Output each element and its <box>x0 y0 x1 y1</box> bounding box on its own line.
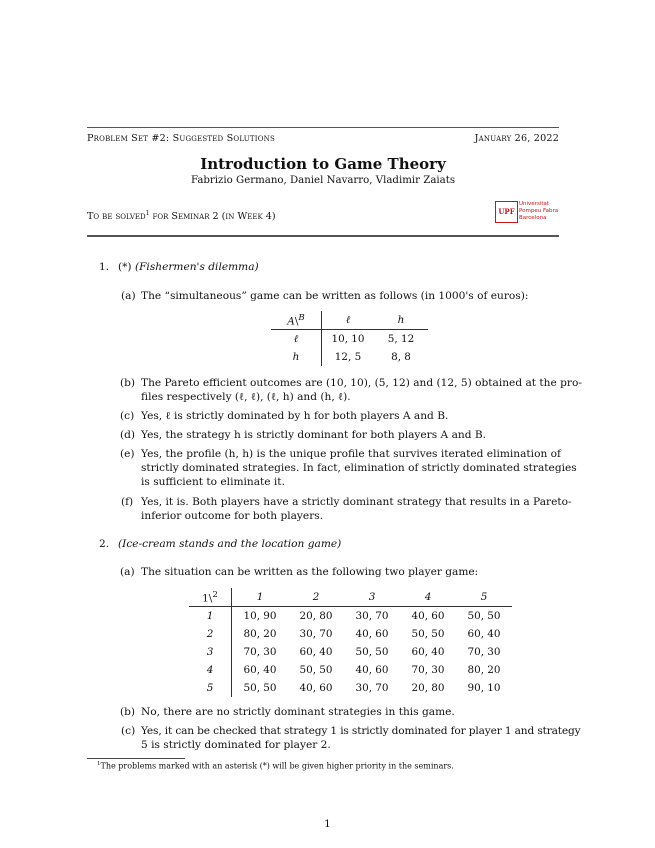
logo-line: Pompeu Fabra <box>519 207 559 214</box>
q1-star: (*) <box>118 261 132 273</box>
table-corner <box>189 588 232 607</box>
q1e-line1: Yes, the profile (h, h) is the unique profile that survives iterated elimination of <box>141 448 561 460</box>
corner-row-player: A <box>287 315 295 328</box>
q1-number: 1. <box>99 261 110 273</box>
corner-col-player: 2 <box>212 589 218 600</box>
q2a-text: The situation can be written as the following two player game: <box>141 566 479 578</box>
row-header: 3 <box>189 643 232 661</box>
table-cell: 40, 60 <box>355 628 389 640</box>
table-header-row <box>189 588 512 607</box>
footnote-ref: 1 <box>145 210 150 217</box>
q2b-label: (b) <box>120 706 136 718</box>
corner-col-player: B <box>298 312 305 323</box>
corner-separator: \ <box>208 592 213 605</box>
row-header: 4 <box>189 661 232 679</box>
q1-title: (Fishermen's dilemma) <box>134 261 259 273</box>
table-corner <box>271 311 322 330</box>
row-header: 2 <box>189 625 232 643</box>
table-cell: 90, 10 <box>467 682 501 694</box>
page-number: 1 <box>324 818 331 830</box>
col-header: 3 <box>344 588 400 607</box>
logo-text <box>519 201 558 221</box>
table-cell: 60, 40 <box>243 664 277 676</box>
table-cell: 70, 30 <box>243 646 277 658</box>
q1b-line2: files respectively (ℓ, ℓ), (ℓ, h) and (h, ℓ). <box>141 391 351 403</box>
q2a-label: (a) <box>120 566 135 578</box>
table-cell: 50, 50 <box>299 664 333 676</box>
footnote <box>97 761 454 771</box>
corner-row-player: 1 <box>202 592 209 605</box>
date-label: January 26, 2022 <box>474 133 559 144</box>
seminar-text: for Seminar 2 (in Week 4) <box>149 211 276 223</box>
q1f-line2: inferior outcome for both players. <box>141 510 324 522</box>
col-header: 2 <box>288 588 344 607</box>
table-cell: 40, 60 <box>299 682 333 694</box>
table-row <box>189 679 512 697</box>
q1e-line3: is sufficient to eliminate it. <box>141 476 285 488</box>
table-cell: 40, 60 <box>411 610 445 622</box>
logo-line: Barcelona <box>519 214 547 221</box>
fishermen-game-table <box>271 311 428 366</box>
footnote-text: The problems marked with an asterisk (*) will be given higher priority in the seminars. <box>100 761 454 771</box>
q2c-line2: 5 is strictly dominated for player 2. <box>141 739 331 751</box>
q2-title: (Ice-cream stands and the location game) <box>118 538 342 550</box>
to-be-solved-line <box>87 210 276 222</box>
authors: Fabrizio Germano, Daniel Navarro, Vladimir Zaiats <box>190 175 456 186</box>
header-bottom-rule <box>87 235 559 237</box>
q2-number: 2. <box>99 538 110 550</box>
q1f-label: (f) <box>121 496 134 508</box>
table-cell: 60, 40 <box>411 646 445 658</box>
table-cell: 60, 40 <box>299 646 333 658</box>
col-header: 4 <box>400 588 456 607</box>
table-cell: 50, 50 <box>467 610 501 622</box>
q2-heading <box>118 537 341 551</box>
q1a-label: (a) <box>121 290 136 302</box>
university-logo <box>495 201 559 223</box>
table-cell: 50, 50 <box>355 646 389 658</box>
top-rule <box>87 127 559 128</box>
table-cell: 10, 10 <box>331 333 365 345</box>
table-cell: 70, 30 <box>467 646 501 658</box>
q1b-label: (b) <box>120 377 136 389</box>
col-header: 5 <box>456 588 512 607</box>
corner-separator: \ <box>294 315 299 328</box>
row-header: h <box>271 348 322 366</box>
q1a-text: The “simultaneous” game can be written as follows (in 1000's of euros): <box>141 290 529 302</box>
row-header: ℓ <box>271 330 322 349</box>
to-be-solved-text: To be solved <box>87 211 146 223</box>
table-cell: 50, 50 <box>243 682 277 694</box>
table-cell: 30, 70 <box>299 628 333 640</box>
table-row <box>271 330 428 349</box>
q1e-label: (e) <box>120 448 135 460</box>
table-cell: 12, 5 <box>334 351 362 363</box>
q1-heading <box>118 260 259 274</box>
q1b-line1: The Pareto efficient outcomes are (10, 10), (5, 12) and (12, 5) obtained at the pro- <box>141 377 582 389</box>
row-header: 5 <box>189 679 232 697</box>
row-header: 1 <box>189 607 232 626</box>
table-cell: 20, 80 <box>411 682 445 694</box>
table-cell: 80, 20 <box>243 628 277 640</box>
table-cell: 40, 60 <box>355 664 389 676</box>
table-cell: 10, 90 <box>243 610 277 622</box>
table-header-row <box>271 311 428 330</box>
location-game-table <box>189 588 512 697</box>
table-cell: 70, 30 <box>411 664 445 676</box>
q1f-line1: Yes, it is. Both players have a strictly dominant strategy that results in a Pareto- <box>141 496 572 508</box>
table-row <box>189 607 512 626</box>
q1d-label: (d) <box>120 429 136 441</box>
q1c-text: Yes, ℓ is strictly dominated by h for both players A and B. <box>141 410 449 422</box>
footnote-rule <box>87 758 185 759</box>
logo-mark: UPF <box>495 201 518 223</box>
logo-line: Universitat <box>519 201 550 207</box>
table-row <box>189 643 512 661</box>
q2c-label: (c) <box>121 725 136 737</box>
q2b-text: No, there are no strictly dominant strategies in this game. <box>141 706 455 718</box>
table-row <box>271 348 428 366</box>
table-cell: 30, 70 <box>355 682 389 694</box>
table-cell: 50, 50 <box>411 628 445 640</box>
table-row <box>189 661 512 679</box>
col-header: 1 <box>232 588 289 607</box>
q1d-text: Yes, the strategy h is strictly dominant for both players A and B. <box>141 429 487 441</box>
document-title: Introduction to Game Theory <box>200 155 446 173</box>
col-header: ℓ <box>322 311 375 330</box>
table-cell: 60, 40 <box>467 628 501 640</box>
table-row <box>189 625 512 643</box>
table-cell: 5, 12 <box>387 333 415 345</box>
table-cell: 20, 80 <box>299 610 333 622</box>
q1e-line2: strictly dominated strategies. In fact, elimination of strictly dominated strategies <box>141 462 577 474</box>
col-header: h <box>374 311 428 330</box>
table-cell: 80, 20 <box>467 664 501 676</box>
footnote-mark: 1 <box>97 761 101 767</box>
table-cell: 8, 8 <box>391 351 411 363</box>
q2c-line1: Yes, it can be checked that strategy 1 is strictly dominated for player 1 and strategy <box>141 725 581 737</box>
q1c-label: (c) <box>120 410 135 422</box>
problem-set-label: Problem Set #2: Suggested Solutions <box>87 133 275 144</box>
table-cell: 30, 70 <box>355 610 389 622</box>
